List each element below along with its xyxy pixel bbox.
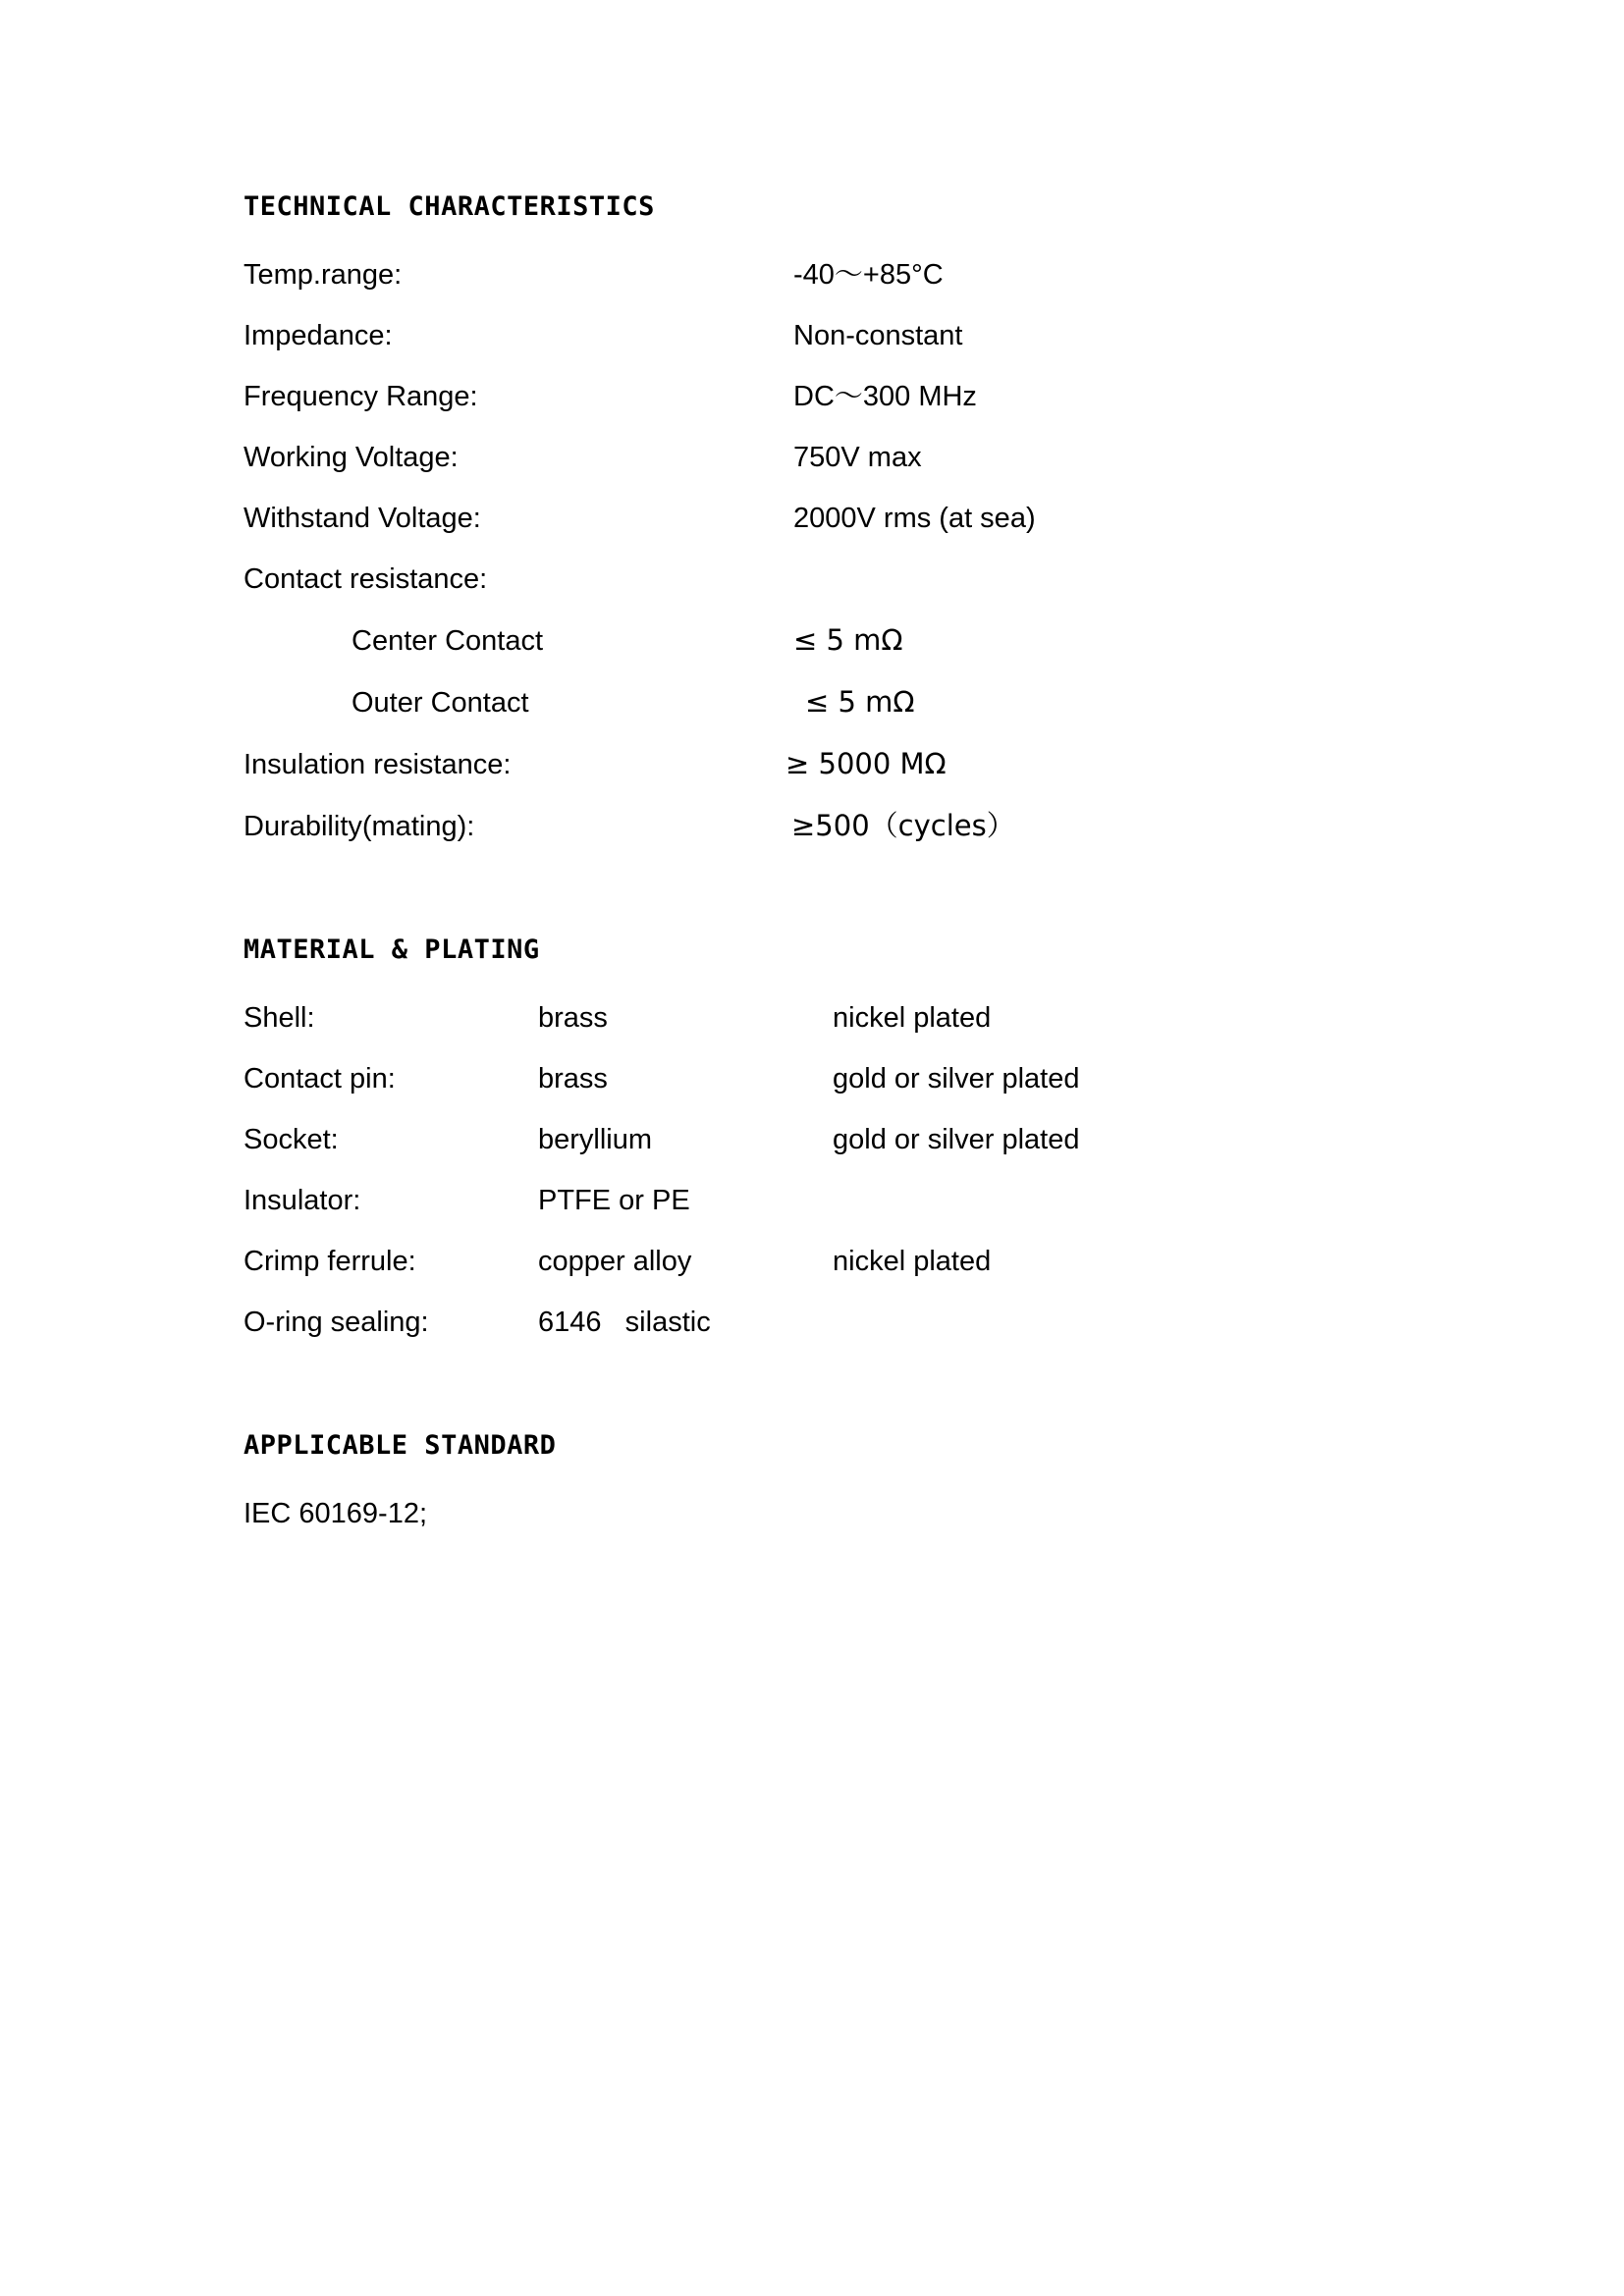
material-value: copper alloy <box>538 1246 692 1277</box>
material-plating: nickel plated <box>833 1002 992 1034</box>
material-value: beryllium <box>538 1124 653 1155</box>
spec-label: Working Voltage: <box>244 442 459 473</box>
section-spacer <box>244 1363 1402 1430</box>
spec-value: ≥ 5000 MΩ <box>785 747 947 780</box>
spec-row <box>244 316 1402 355</box>
material-label: O-ring sealing: <box>244 1307 429 1338</box>
spec-label: Outer Contact <box>352 687 529 719</box>
spec-row <box>244 620 1402 661</box>
material-plating: gold or silver plated <box>833 1063 1080 1095</box>
material-label: Socket: <box>244 1124 339 1155</box>
material-plating-list <box>244 998 1402 1342</box>
material-plating-heading: MATERIAL & PLATING <box>244 934 540 965</box>
spec-row <box>244 255 1402 294</box>
applicable-standard-heading: APPLICABLE STANDARD <box>244 1430 557 1461</box>
spec-value: 2000V rms (at sea) <box>793 503 1036 534</box>
material-row <box>244 1120 1402 1159</box>
material-value: brass <box>538 1063 608 1095</box>
spec-row <box>244 682 1402 722</box>
material-row <box>244 998 1402 1038</box>
material-row <box>244 1242 1402 1281</box>
spec-label: Withstand Voltage: <box>244 503 481 534</box>
material-value: brass <box>538 1002 608 1034</box>
spec-row <box>244 499 1402 538</box>
technical-characteristics-heading: TECHNICAL CHARACTERISTICS <box>244 191 655 222</box>
spec-value: ≥500（cycles） <box>791 809 1015 842</box>
technical-characteristics-list <box>244 255 1402 846</box>
spec-row <box>244 806 1402 846</box>
spec-value: -40～+85°C <box>793 259 944 291</box>
material-plating: gold or silver plated <box>833 1124 1080 1155</box>
section-spacer <box>244 868 1402 934</box>
spec-label: Center Contact <box>352 625 544 657</box>
applicable-standard-text: IEC 60169-12; <box>244 1498 428 1529</box>
material-plating: nickel plated <box>833 1246 992 1277</box>
spec-value: DC～300 MHz <box>793 381 977 412</box>
spec-row <box>244 377 1402 416</box>
material-value: PTFE or PE <box>538 1185 690 1216</box>
document-content <box>244 191 1402 1533</box>
material-row <box>244 1181 1402 1220</box>
spec-row <box>244 744 1402 784</box>
spec-value: ≤ 5 mΩ <box>805 685 915 719</box>
material-label: Crimp ferrule: <box>244 1246 416 1277</box>
spec-value: 750V max <box>793 442 922 473</box>
material-value: 6146 silastic <box>538 1307 711 1338</box>
spec-label: Frequency Range: <box>244 381 478 412</box>
spec-value: ≤ 5 mΩ <box>793 623 903 657</box>
material-label: Insulator: <box>244 1185 361 1216</box>
spec-value: Non-constant <box>793 320 963 351</box>
material-row <box>244 1059 1402 1098</box>
spec-row <box>244 438 1402 477</box>
material-label: Shell: <box>244 1002 315 1034</box>
material-label: Contact pin: <box>244 1063 396 1095</box>
spec-label: Contact resistance: <box>244 563 488 595</box>
spec-row <box>244 560 1402 599</box>
spec-label: Temp.range: <box>244 259 403 291</box>
material-row <box>244 1303 1402 1342</box>
spec-label: Impedance: <box>244 320 393 351</box>
spec-label: Durability(mating): <box>244 811 475 842</box>
spec-label: Insulation resistance: <box>244 749 512 780</box>
